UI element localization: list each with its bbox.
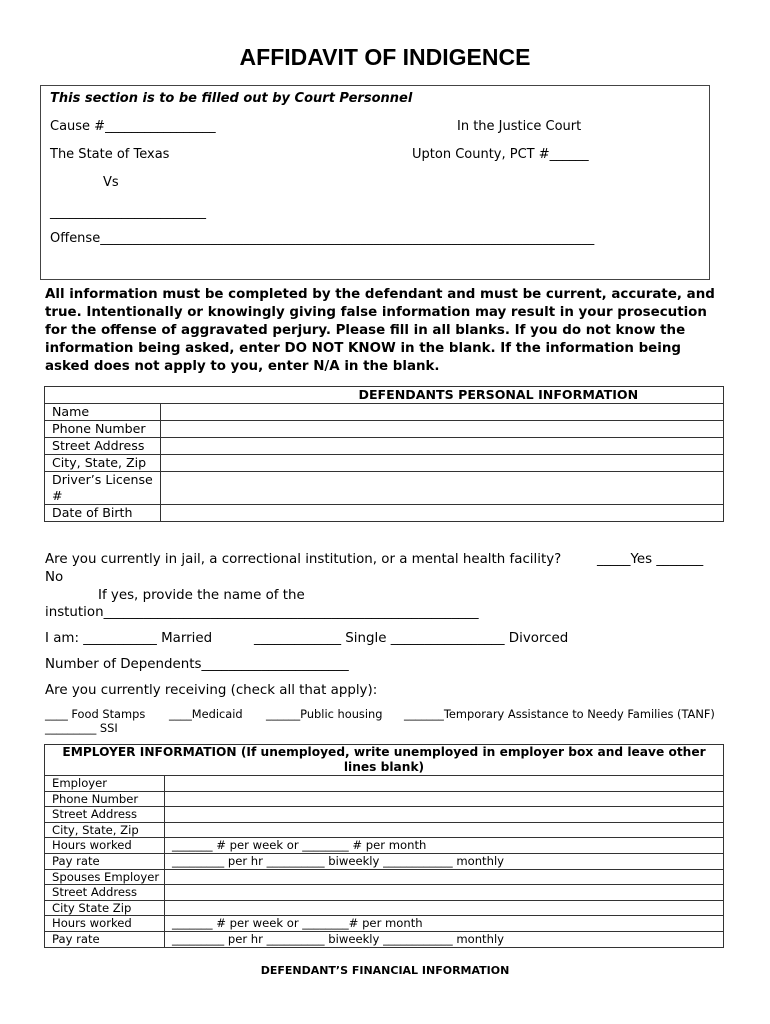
spouse-street-input[interactable] — [165, 885, 724, 901]
marital-single-divorced[interactable]: _____________ Single _________________ Divorced — [254, 631, 569, 646]
jail-yes-option[interactable]: _____Yes _______ — [597, 552, 704, 567]
row-label-employer-street: Street Address — [45, 807, 165, 823]
row-label-dob: Date of Birth — [45, 505, 161, 522]
row-label-phone: Phone Number — [45, 421, 161, 438]
defendant-name-field[interactable]: ________________________ — [50, 205, 206, 220]
page-title: AFFIDAVIT OF INDIGENCE — [239, 44, 531, 70]
row-label-street: Street Address — [45, 438, 161, 455]
row-label-pay: Pay rate — [45, 853, 165, 869]
employer-phone-input[interactable] — [165, 791, 724, 807]
street-input[interactable] — [161, 438, 724, 455]
row-label-hours: Hours worked — [45, 838, 165, 854]
row-label-spouse-city: City State Zip — [45, 900, 165, 916]
row-label-employer-phone: Phone Number — [45, 791, 165, 807]
court-section-header: This section is to be filled out by Court Personnel — [50, 91, 413, 106]
state-label: The State of Texas — [50, 147, 170, 162]
dob-input[interactable] — [161, 505, 724, 522]
jail-no-option[interactable]: No — [45, 570, 64, 585]
personal-info-table — [44, 386, 724, 522]
row-label-spouse-hours: Hours worked — [45, 916, 165, 932]
row-label-city: City, State, Zip — [45, 455, 161, 472]
court-name: In the Justice Court — [457, 119, 582, 134]
offense-field[interactable]: Offense____________________________________________________________________________ — [50, 231, 595, 246]
marital-married[interactable]: I am: ___________ Married — [45, 631, 213, 646]
hours-input[interactable]: _______ # per week or ________ # per month — [165, 838, 724, 854]
benefit-food-stamps[interactable]: ____ Food Stamps — [45, 707, 146, 721]
court-personnel-section — [40, 85, 710, 280]
employer-input[interactable] — [165, 776, 724, 792]
notice-text: All information must be completed by the defendant and must be current, accurate, and true. Intentionally or knowingly giving false information may result in your prosecution for the offense of aggravated perjury. Please fill in all blanks. If you do not know the information being asked, enter DO NOT KNOW in the blank. If the information being asked does not apply to you, enter N/A in the blank. — [45, 287, 715, 374]
spouse-employer-input[interactable] — [165, 869, 724, 885]
row-label-spouse-employer: Spouses Employer — [45, 869, 165, 885]
benefit-medicaid[interactable]: ____Medicaid — [169, 707, 243, 721]
jail-followup: If yes, provide the name of the — [98, 588, 305, 603]
benefit-ssi[interactable]: _________ SSI — [45, 721, 118, 735]
versus-label: Vs — [103, 175, 119, 190]
city-input[interactable] — [161, 455, 724, 472]
dependents-field[interactable]: Number of Dependents______________________ — [45, 657, 349, 672]
spouse-city-input[interactable] — [165, 900, 724, 916]
spouse-hours-input[interactable]: _______ # per week or ________# per month — [165, 916, 724, 932]
personal-info-header: DEFENDANTS PERSONAL INFORMATION — [358, 387, 639, 402]
benefit-tanf[interactable]: _______Temporary Assistance to Needy Families (TANF) — [404, 707, 715, 721]
receiving-question: Are you currently receiving (check all that apply): — [45, 683, 378, 698]
row-label-name: Name — [45, 404, 161, 421]
employer-info-header: EMPLOYER INFORMATION (If unemployed, write unemployed in employer box and leave other lines blank) — [45, 745, 724, 776]
name-input[interactable] — [161, 404, 724, 421]
employer-street-input[interactable] — [165, 807, 724, 823]
license-input[interactable] — [161, 472, 724, 505]
jail-question: Are you currently in jail, a correctional institution, or a mental health facility? — [45, 552, 562, 567]
employer-city-input[interactable] — [165, 822, 724, 838]
institution-field[interactable]: instution________________________________________________________ — [45, 605, 479, 620]
row-label-employer: Employer — [45, 776, 165, 792]
pay-input[interactable]: _________ per hr __________ biweekly ____________ monthly — [165, 853, 724, 869]
spouse-pay-input[interactable]: _________ per hr __________ biweekly ____________ monthly — [165, 931, 724, 947]
financial-info-header: DEFENDANT’S FINANCIAL INFORMATION — [260, 964, 510, 977]
employer-info-table — [44, 744, 724, 948]
row-label-employer-city: City, State, Zip — [45, 822, 165, 838]
cause-number-field[interactable]: Cause #_________________ — [50, 119, 216, 134]
benefit-public-housing[interactable]: ______Public housing — [266, 707, 383, 721]
row-label-license: Driver’s License # — [45, 472, 161, 505]
county-precinct-field[interactable]: Upton County, PCT #______ — [412, 147, 589, 162]
phone-input[interactable] — [161, 421, 724, 438]
row-label-spouse-pay: Pay rate — [45, 931, 165, 947]
row-label-spouse-street: Street Address — [45, 885, 165, 901]
